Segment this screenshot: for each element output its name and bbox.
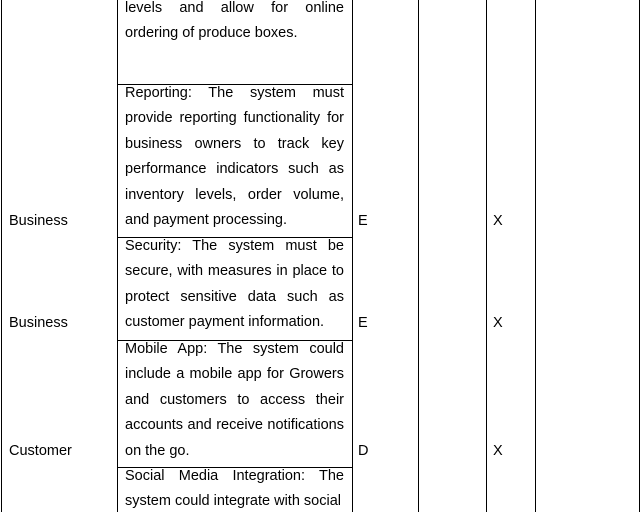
requirement-text: Security: The system must be secure, with measures in place to protect sensitive data such as customer payment information. — [125, 238, 344, 331]
requirement-text: levels and allow for online ordering of produce boxes. — [125, 0, 344, 42]
requirement-priority: E — [358, 315, 368, 331]
requirement-text: Social Media Integration: The system could integrate with social — [125, 468, 344, 510]
requirement-priority: E — [358, 213, 368, 229]
column-divider-2 — [352, 0, 353, 512]
requirement-source: Business — [9, 213, 68, 229]
requirement-priority: D — [358, 443, 369, 459]
requirement-source: Customer — [9, 443, 72, 459]
column-divider-1 — [117, 0, 118, 512]
column-divider-3 — [418, 0, 419, 512]
requirement-source: Business — [9, 315, 68, 331]
requirement-mark: X — [493, 213, 503, 229]
requirement-text: Reporting: The system must provide reporting functionality for business owners to track key performance indicators such as inventory levels, order volume, and payment processing. — [125, 85, 344, 229]
column-divider-5 — [535, 0, 536, 512]
requirement-mark: X — [493, 315, 503, 331]
requirement-text: Mobile App: The system could include a mobile app for Growers and customers to access their accounts and receive notifications on the go. — [125, 341, 344, 459]
requirement-mark: X — [493, 443, 503, 459]
column-divider-4 — [486, 0, 487, 512]
table-border-right — [639, 0, 640, 512]
table-border-left — [1, 0, 2, 512]
